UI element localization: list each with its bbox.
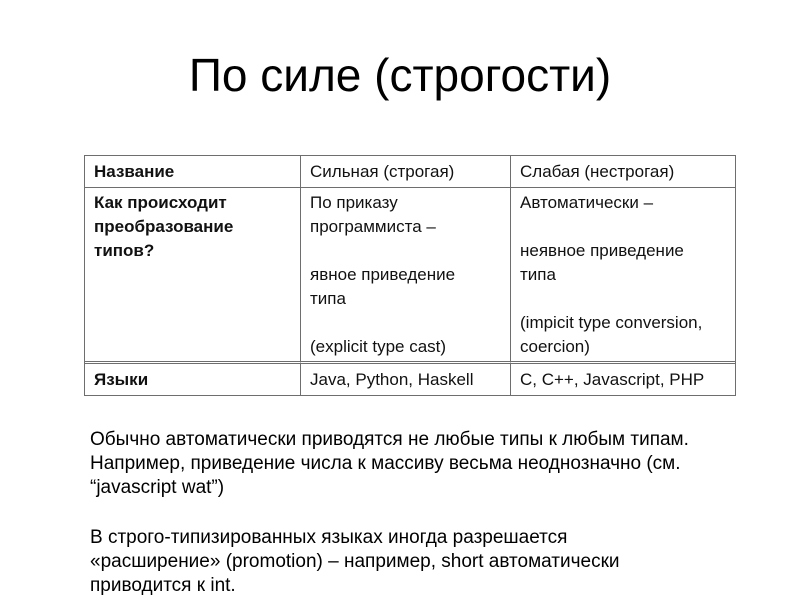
cell-paragraph (310, 335, 504, 359)
cell-line: типа (520, 265, 556, 284)
cell-paragraph (310, 191, 504, 239)
label-line: типов? (94, 241, 155, 260)
row-conversion-label (85, 188, 301, 364)
label-line: Как происходит (94, 193, 227, 212)
notes-text (90, 428, 689, 598)
note-paragraph (90, 526, 689, 598)
cell-line: По приказу (310, 193, 398, 212)
cell-line: явное приведение (310, 265, 456, 284)
row-conversion-strong (301, 188, 511, 364)
label-line: преобразование (94, 217, 234, 236)
cell-line: (impicit type conversion, (520, 313, 703, 332)
cell-line: типа (310, 289, 346, 308)
header-weak: Слабая (нестрогая) (511, 156, 735, 188)
cell-paragraph (310, 263, 504, 311)
cell-line: Автоматически – (520, 193, 654, 212)
note-line: В строго-типизированных языках иногда разрешается (90, 527, 568, 548)
slide-title: По силе (строгости) (188, 49, 612, 101)
row-conversion-weak (511, 188, 735, 364)
note-line: Например, приведение числа к массиву весьма неоднозначно (см. (90, 453, 681, 474)
header-strong: Сильная (строгая) (301, 156, 511, 188)
note-line: «расширение» (promotion) – например, short автоматически (90, 551, 620, 572)
cell-line: неявное приведение (520, 241, 684, 260)
cell-line: программиста – (310, 217, 436, 236)
note-line: приводится к int. (90, 575, 236, 596)
note-line: Обычно автоматически приводятся не любые типы к любым типам. (90, 429, 689, 450)
row-languages-label: Языки (85, 364, 301, 395)
cell-paragraph (520, 311, 729, 359)
row-languages-strong: Java, Python, Haskell (301, 364, 511, 395)
cell-line: coercion) (520, 337, 590, 356)
typing-strength-table (84, 155, 736, 396)
cell-paragraph (520, 191, 729, 215)
note-paragraph (90, 428, 689, 500)
cell-paragraph (520, 239, 729, 287)
cell-line: (explicit type cast) (310, 337, 447, 356)
note-line: “javascript wat”) (90, 477, 225, 498)
header-name: Название (85, 156, 301, 188)
row-languages-weak: C, C++, Javascript, PHP (520, 370, 705, 389)
